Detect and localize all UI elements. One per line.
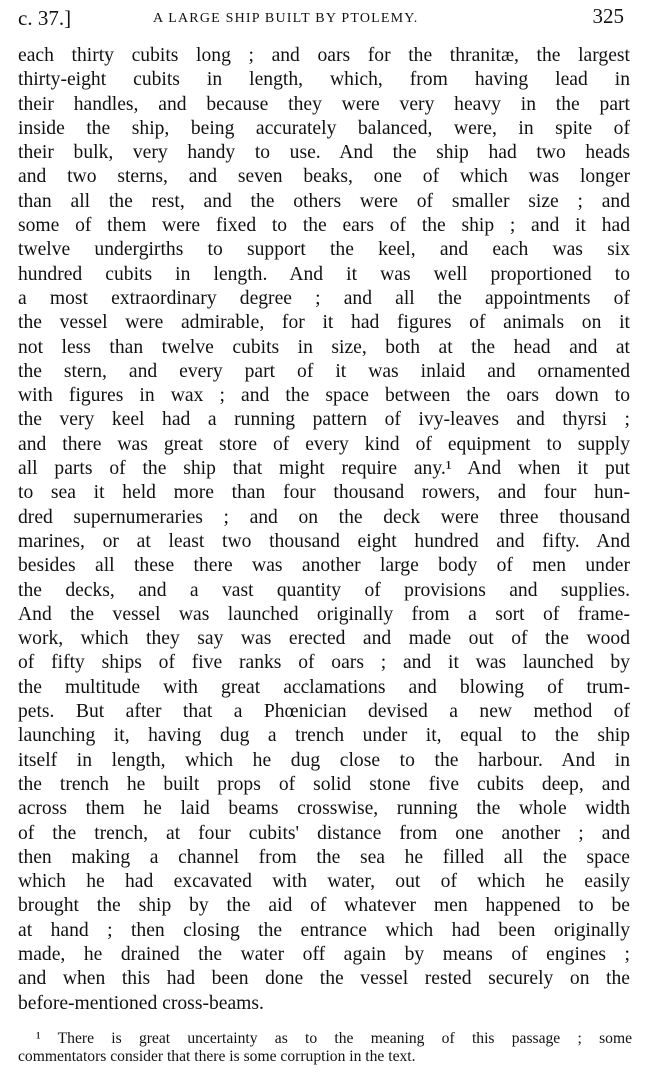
text-line: their bulk, very handy to use. And the ship had two heads (18, 142, 630, 164)
text-line: each thirty cubits long ; and oars for the thranitæ, the largest (18, 45, 630, 66)
text-line: brought the ship by the aid of whatever men happened to be (18, 895, 630, 917)
text-line: which he had excavated with water, out of which he easily (18, 871, 630, 893)
section-marker: c. 37.] (18, 6, 72, 30)
text-line: all parts of the ship that might require any.¹ And when it put (18, 458, 630, 480)
body-text (18, 44, 630, 1016)
text-line: the multitude with great acclamations and blowing of trum- (18, 676, 630, 698)
text-line: and two sterns, and seven beaks, one of which was longer (18, 166, 630, 188)
text-line: the stern, and every part of it was inlaid and ornamented (18, 360, 630, 382)
text-line: work, which they say was erected and made out of the wood (18, 628, 630, 650)
text-line: at hand ; then closing the entrance which had been originally (18, 919, 630, 941)
text-line: itself in length, which he dug close to the harbour. And in (18, 749, 630, 771)
text-line: marines, or at least two thousand eight hundred and fifty. And (18, 530, 630, 552)
text-line: the vessel were admirable, for it had figures of animals on it (18, 312, 630, 334)
text-line: the trench he built props of solid stone five cubits deep, and (18, 773, 630, 795)
text-line: and there was great store of every kind of equipment to supply (18, 433, 630, 455)
footnote (18, 1030, 632, 1066)
text-line: And the vessel was launched originally from a sort of frame- (18, 603, 630, 625)
text-line: some of them were fixed to the ears of the ship ; and it had (18, 215, 630, 237)
text-line: to sea it held more than four thousand rowers, and four hun- (18, 482, 630, 504)
text-line: across them he laid beams crosswise, running the whole width (18, 798, 630, 820)
text-line: before-mentioned cross-beams. (18, 992, 264, 1014)
text-line: twelve undergirths to support the keel, and each was six (18, 239, 630, 261)
text-line: then making a channel from the sea he filled all the space (18, 846, 630, 868)
text-line: with figures in wax ; and the space between the oars down to (18, 385, 630, 407)
text-line: inside the ship, being accurately balanced, were, in spite of (18, 117, 630, 139)
text-line: hundred cubits in length. And it was well proportioned to (18, 263, 630, 285)
running-title: A LARGE SHIP BUILT BY PTOLEMY. (153, 11, 419, 26)
text-line: the decks, and a vast quantity of provisions and supplies. (18, 579, 630, 601)
text-line: not less than twelve cubits in size, both at the head and at (18, 336, 630, 358)
text-line: their handles, and because they were very heavy in the part (18, 93, 630, 115)
text-line: made, he drained the water off again by means of engines ; (18, 943, 630, 965)
text-line: pets. But after that a Phœnician devised a new method of (18, 701, 630, 723)
footnote-line: ¹ There is great uncertainty as to the meaning of this passage ; some (36, 1030, 632, 1047)
text-line: thirty-eight cubits in length, which, from having lead in (18, 69, 630, 91)
footnote-line: commentators consider that there is some corruption in the text. (18, 1048, 416, 1065)
text-line: of fifty ships of five ranks of oars ; and it was launched by (18, 652, 630, 674)
text-line: than all the rest, and the others were of smaller size ; and (18, 190, 630, 212)
text-line: besides all these there was another large body of men under (18, 555, 630, 577)
text-line: and when this had been done the vessel rested securely on the (18, 968, 630, 990)
text-line: launching it, having dug a trench under it, equal to the ship (18, 725, 630, 747)
running-header (18, 4, 624, 32)
text-line: of the trench, at four cubits' distance from one another ; and (18, 822, 630, 844)
text-line: a most extraordinary degree ; and all the appointments of (18, 287, 630, 309)
text-line: the very keel had a running pattern of ivy-leaves and thyrsi ; (18, 409, 630, 431)
page-number: 325 (592, 4, 624, 28)
text-line: dred supernumeraries ; and on the deck were three thousand (18, 506, 630, 528)
